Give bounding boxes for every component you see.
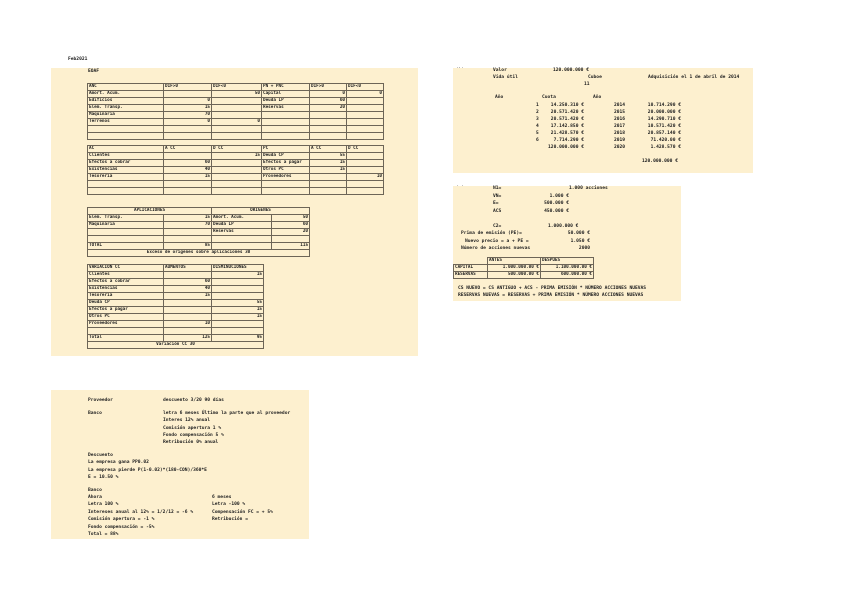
table-row	[454, 265, 594, 272]
table-row	[88, 272, 264, 279]
table-cell: 55	[212, 300, 264, 307]
table-cell: 15	[212, 272, 264, 279]
table-cell: Tesorería	[88, 293, 164, 300]
table-row	[88, 314, 264, 321]
cuota-value: 7.714.290 €	[553, 138, 584, 143]
table-cell: Amort. Acum.	[88, 91, 164, 98]
table-cell	[212, 181, 262, 188]
year-number: 1	[536, 103, 539, 108]
col-header: PN + PNC	[262, 84, 310, 91]
table-row	[88, 279, 264, 286]
table-cell	[88, 188, 164, 195]
cuboe-value: 20.857.140 €	[647, 131, 681, 136]
table-cell	[262, 133, 310, 140]
table-header-row	[88, 146, 384, 153]
table-cell: Existencias	[88, 167, 164, 174]
table-cell: Efectos a pagar	[88, 307, 164, 314]
valor-value: 120.000.000 €	[553, 68, 589, 73]
col-header: ANTES	[488, 258, 541, 265]
table-row	[88, 300, 264, 307]
banco-left-line: Comisión apertura = -1 %	[88, 517, 155, 522]
table-cell: 60	[310, 98, 347, 105]
table-cell	[212, 133, 262, 140]
table-cell: Efectos a pagar	[262, 160, 310, 167]
total-label: Total	[88, 335, 164, 342]
table-cell: 1.000.000.00 €	[488, 265, 541, 272]
table-cell	[88, 126, 164, 133]
vida-value: 11	[584, 82, 590, 87]
year-number: 6	[536, 138, 539, 143]
table-row	[88, 188, 384, 195]
banco-left-line: Fondo compensación = -5%	[88, 524, 155, 530]
table-cell: Clientes	[88, 272, 164, 279]
table-cell: 15	[164, 293, 212, 300]
col-header: DISMINUCIONES	[212, 265, 264, 272]
c-label: Prima de emisión (PE)=	[461, 231, 522, 236]
cuboe-value: 71.420.00 €	[650, 138, 681, 143]
banco-line: letra 6 meses Último la parte que al proveedor	[163, 411, 291, 416]
cuboe-value: 14.290.710 €	[647, 117, 681, 122]
table-cell: 1.100.000.00 €	[541, 265, 594, 272]
c2-value: 1.000.000 €	[548, 224, 579, 229]
vida-label: Vida útil	[493, 75, 518, 80]
table-cell	[212, 328, 264, 335]
table-cell	[88, 328, 164, 335]
year-value: 2019	[614, 138, 626, 143]
cuota-value: 17.142.850 €	[550, 124, 584, 129]
proveedor-value: descuento 3/20 90 días	[163, 398, 224, 403]
table-cell: 15	[310, 160, 347, 167]
table-cell: Clientes	[88, 153, 164, 160]
table-cell: 60	[272, 222, 310, 229]
table-cell: 0	[212, 119, 262, 126]
table-cell	[164, 328, 212, 335]
table-cell: Edificios	[88, 98, 164, 105]
table-row	[88, 119, 384, 126]
table-cell	[164, 91, 212, 98]
table-row	[88, 307, 264, 314]
table-cell: Proveedores	[262, 174, 310, 181]
col-header: DIF>0	[310, 84, 347, 91]
table-cell	[262, 188, 310, 195]
table-cell: CAPITAL	[454, 265, 488, 272]
banco-right-line: Compensación FC = + 5%	[212, 509, 273, 515]
col-header: D CC	[212, 146, 262, 153]
table-cell	[212, 112, 262, 119]
col-header: AC	[88, 146, 164, 153]
descuento-line: E = 10.50 %	[88, 475, 119, 480]
table-row	[88, 222, 310, 229]
meses-label: 6 meses	[212, 495, 232, 500]
year-value: 2015	[614, 110, 626, 115]
table-row	[88, 181, 384, 188]
table-cell	[212, 188, 262, 195]
table-cell: Otros PC	[262, 167, 310, 174]
total-increases: 125	[164, 335, 212, 342]
table-cell	[262, 181, 310, 188]
adquisicion: Adquisición el 1 de abril de 2014	[648, 75, 740, 80]
table-cell: 0	[164, 119, 212, 126]
table-cell	[272, 236, 310, 243]
table-cell: 40	[164, 286, 212, 293]
c-label: ACS	[493, 208, 502, 214]
banco-line: Fondo compensación 5 %	[163, 432, 224, 438]
table-noncurrent	[87, 83, 384, 140]
table-row	[88, 293, 264, 300]
table-row	[454, 272, 594, 279]
table-row	[88, 112, 384, 119]
table-cell: 55	[310, 153, 347, 160]
table-cell	[212, 126, 262, 133]
table-cell	[347, 105, 384, 112]
table-cell	[347, 153, 384, 160]
table-cell: Elem. Transp.	[88, 105, 164, 112]
excess-note: Exceso de orígenes sobre aplicaciones 30	[88, 250, 310, 257]
table-cell	[212, 98, 262, 105]
table-row	[88, 286, 264, 293]
table-cell	[164, 314, 212, 321]
year-value: 2016	[614, 117, 626, 122]
table-cell: 15	[164, 105, 212, 112]
total-applications: 85	[164, 243, 212, 250]
table-cell: Proveedores	[88, 321, 164, 328]
col-header: D CC	[347, 146, 384, 153]
table-cell: Amort. Acum.	[212, 215, 272, 222]
table-row	[88, 229, 310, 236]
table-cell: Deuda LP	[262, 98, 310, 105]
b-total: 120.000.000 €	[642, 159, 678, 164]
note-row	[88, 342, 264, 349]
table-cell	[212, 286, 264, 293]
table-cell	[164, 307, 212, 314]
table-cell	[347, 160, 384, 167]
table-cell	[164, 153, 212, 160]
proveedor-label: Proveedor	[88, 398, 113, 403]
table-cell: 70	[164, 222, 212, 229]
table-row	[88, 126, 384, 133]
table-applications-origins	[87, 207, 310, 257]
table-cell: 50	[272, 215, 310, 222]
table-row	[88, 98, 384, 105]
table-cell: Maquinaria	[88, 222, 164, 229]
cuota-value: 20.571.420 €	[550, 110, 584, 115]
table-cell: RESERVAS	[454, 272, 488, 279]
cuboe-value: 10.571.420 €	[647, 124, 681, 129]
table-cell	[310, 174, 347, 181]
note-row	[88, 250, 310, 257]
total-label: TOTAL	[88, 243, 164, 250]
table-cell: Elem. Transp.	[88, 215, 164, 222]
table-cell: 0	[347, 91, 384, 98]
table-cell: 10	[347, 174, 384, 181]
descuento-line: La empresa gana PP0.02	[88, 460, 149, 465]
table-current	[87, 145, 384, 195]
table-row	[88, 160, 384, 167]
table-row	[88, 174, 384, 181]
table-row	[88, 167, 384, 174]
table-row	[88, 236, 310, 243]
table-cell	[347, 112, 384, 119]
banco-left-line: Letra 100 %	[88, 502, 119, 507]
c-value: 1.050 €	[570, 238, 590, 244]
col-header: PC	[262, 146, 310, 153]
table-cell: 50	[212, 91, 262, 98]
table-cell	[262, 126, 310, 133]
table-cell: 15	[310, 167, 347, 174]
table-cell: 15	[212, 307, 264, 314]
table-cell: Efectos a cobrar	[88, 160, 164, 167]
banco-label: Banco	[88, 411, 102, 416]
ahora-label: Ahora	[88, 495, 102, 500]
section-b-panel	[453, 68, 753, 173]
table-cell: 500.000.00 €	[488, 272, 541, 279]
cuboe-value: 10.714.290 €	[647, 103, 681, 108]
c-value: 50.000 €	[567, 231, 590, 236]
table-row	[88, 328, 264, 335]
cuboe-value: 20.000.000 €	[647, 110, 681, 115]
table-cell: 15	[212, 153, 262, 160]
table-header-row	[88, 84, 384, 91]
table-cell	[310, 112, 347, 119]
table-cell: 15	[164, 215, 212, 222]
table-cell: Reservas	[212, 229, 272, 236]
valor-label: Valor	[493, 68, 507, 73]
table-cell: 20	[272, 229, 310, 236]
table-cell	[88, 181, 164, 188]
year-value: 2017	[614, 124, 626, 129]
table-header-row	[454, 258, 594, 265]
table-cell	[310, 188, 347, 195]
table-cell	[310, 126, 347, 133]
table-cell: Maquinaria	[88, 112, 164, 119]
cuboe-label: Cuboe	[588, 75, 602, 80]
table-row	[88, 105, 384, 112]
year-value: 2014	[614, 103, 626, 108]
table-cell: 600.000.00 €	[541, 272, 594, 279]
banco-line: Interes 12% anual	[163, 418, 211, 424]
col-header: APLICACIONES	[88, 208, 212, 215]
total-decreases: 95	[212, 335, 264, 342]
table-cell	[262, 119, 310, 126]
c-value: 500.000 €	[544, 201, 569, 206]
table-cell	[164, 188, 212, 195]
col-header: A CC	[310, 146, 347, 153]
table-cell: 60	[164, 279, 212, 286]
table-cell	[347, 133, 384, 140]
cuota-value: 120.000.000 €	[548, 145, 584, 150]
sheet-title: Feb2021	[68, 57, 88, 62]
table-capital-reserves	[453, 257, 594, 279]
table-cell: 20	[310, 105, 347, 112]
c-value: 1.000 acciones	[569, 186, 608, 191]
table-cell	[347, 98, 384, 105]
descuento-title: Descuento	[88, 453, 113, 458]
c-label: Nuevo precio = a + PE =	[465, 238, 529, 244]
c-label: VN=	[493, 193, 502, 199]
cuota-header: Cuota	[542, 95, 556, 100]
table-cell: Otros PC	[88, 314, 164, 321]
table-cell	[212, 279, 264, 286]
col-header: ANC	[88, 84, 164, 91]
year-number: 5	[536, 131, 539, 136]
c-value: 1.000 €	[549, 193, 569, 199]
table-cell: Efectos a cobrar	[88, 279, 164, 286]
total-origins: 115	[272, 243, 310, 250]
table-cell	[310, 133, 347, 140]
col-header: DESPUÉS	[541, 258, 594, 265]
banco-left-line: Intereses anual al 12% = 1/2/12 = -6 %	[88, 509, 194, 515]
table-cell: Tesorería	[88, 174, 164, 181]
banco-line: Retribución 0% anual	[163, 440, 219, 446]
table-cell	[212, 293, 264, 300]
table-cell	[310, 181, 347, 188]
formula-cs: CS NUEVO = CS ANTIGUO + ACS - PRIMA EMISIÓN * NÚMERO ACCIONES NUEVAS	[458, 286, 647, 291]
table-cell	[212, 236, 272, 243]
banco2-title: Banco	[88, 488, 102, 493]
cuota-value: 20.571.420 €	[550, 117, 584, 122]
table-cell	[88, 229, 164, 236]
col-header	[454, 258, 488, 265]
table-row	[88, 133, 384, 140]
table-cell: Deuda LP	[212, 222, 272, 229]
table-cell	[164, 133, 212, 140]
c-value: 450.000 €	[544, 208, 569, 214]
table-cell	[212, 105, 262, 112]
cuota-value: 21.428.570 €	[550, 131, 584, 136]
table-cell	[164, 181, 212, 188]
table-cell	[347, 188, 384, 195]
col-header: VARIACIÓN CC	[88, 265, 164, 272]
table-cell	[164, 300, 212, 307]
table-cell: Existencias	[88, 286, 164, 293]
table-cell: 60	[164, 160, 212, 167]
c-value: 2000	[578, 246, 590, 251]
col-header: DIF<0	[347, 84, 384, 91]
table-header-row	[88, 265, 264, 272]
banco-right-line: Retribución =	[212, 517, 248, 522]
table-cell	[88, 133, 164, 140]
table-header-row	[88, 208, 310, 215]
descuento-line: La empresa pierde P(1-0.02)*(180-CON)/360*E	[88, 467, 207, 473]
ano2-header: Año	[593, 95, 602, 100]
c-label: N1=	[493, 186, 502, 191]
variation-note: Variación CC 30	[88, 342, 264, 349]
year-number: 3	[536, 117, 539, 122]
table-cell: 70	[164, 112, 212, 119]
table-cell	[212, 321, 264, 328]
cuota-value: 14.250.310 €	[550, 103, 584, 108]
table-row	[88, 215, 310, 222]
table-cell	[262, 112, 310, 119]
table-cell: Capital	[262, 91, 310, 98]
table-cell: 10	[164, 321, 212, 328]
table-row	[88, 321, 264, 328]
table-cell: 15	[212, 314, 264, 321]
table-cell	[212, 160, 262, 167]
table-cell	[164, 126, 212, 133]
table-row	[88, 153, 384, 160]
table-cell	[88, 236, 164, 243]
c2-label: C2=	[493, 224, 502, 229]
table-cell: Terrenos	[88, 119, 164, 126]
banco-line: Comisión apertura 1 %	[163, 425, 222, 431]
table-cell	[212, 174, 262, 181]
table-cell: 0	[164, 98, 212, 105]
table-cell: 15	[164, 174, 212, 181]
col-header: DIF>0	[164, 84, 212, 91]
ano-header: Año	[495, 95, 504, 100]
year-number: 2	[536, 110, 539, 115]
year-value: 2018	[614, 131, 626, 136]
eoaf-title: EOAF	[88, 69, 100, 74]
table-cell: 0	[310, 91, 347, 98]
col-header: A CC	[164, 146, 212, 153]
table-cell: Reservas	[262, 105, 310, 112]
formula-reservas: RESERVAS NUEVAS = RESERVAS + PRIMA EMISIÓN * NÚMERO ACCIONES NUEVAS	[458, 293, 644, 298]
table-cell	[347, 181, 384, 188]
table-cell	[347, 167, 384, 174]
total-row	[88, 243, 310, 250]
table-cell	[164, 272, 212, 279]
table-cell	[347, 126, 384, 133]
table-cell	[212, 167, 262, 174]
table-cell: Deuda CP	[262, 153, 310, 160]
c-label: Número de acciones nuevas	[461, 246, 531, 251]
banco-left-line: Total = 88%	[88, 532, 119, 537]
table-working-capital	[87, 264, 264, 349]
total-row	[88, 335, 264, 342]
year-number: 4	[536, 124, 539, 129]
col-header: ORÍGENES	[212, 208, 310, 215]
table-cell	[164, 236, 212, 243]
table-cell: Deuda CP	[88, 300, 164, 307]
table-cell: 40	[164, 167, 212, 174]
year-value: 2020	[614, 145, 626, 150]
table-cell	[310, 119, 347, 126]
cuboe-value: 1.428.570 €	[650, 145, 681, 150]
table-cell	[164, 229, 212, 236]
col-header: DIF<0	[212, 84, 262, 91]
col-header: AUMENTOS	[164, 265, 212, 272]
c-label: E=	[493, 201, 499, 206]
banco-right-line: Letra -100 %	[212, 502, 246, 507]
table-row	[88, 91, 384, 98]
table-cell	[347, 119, 384, 126]
